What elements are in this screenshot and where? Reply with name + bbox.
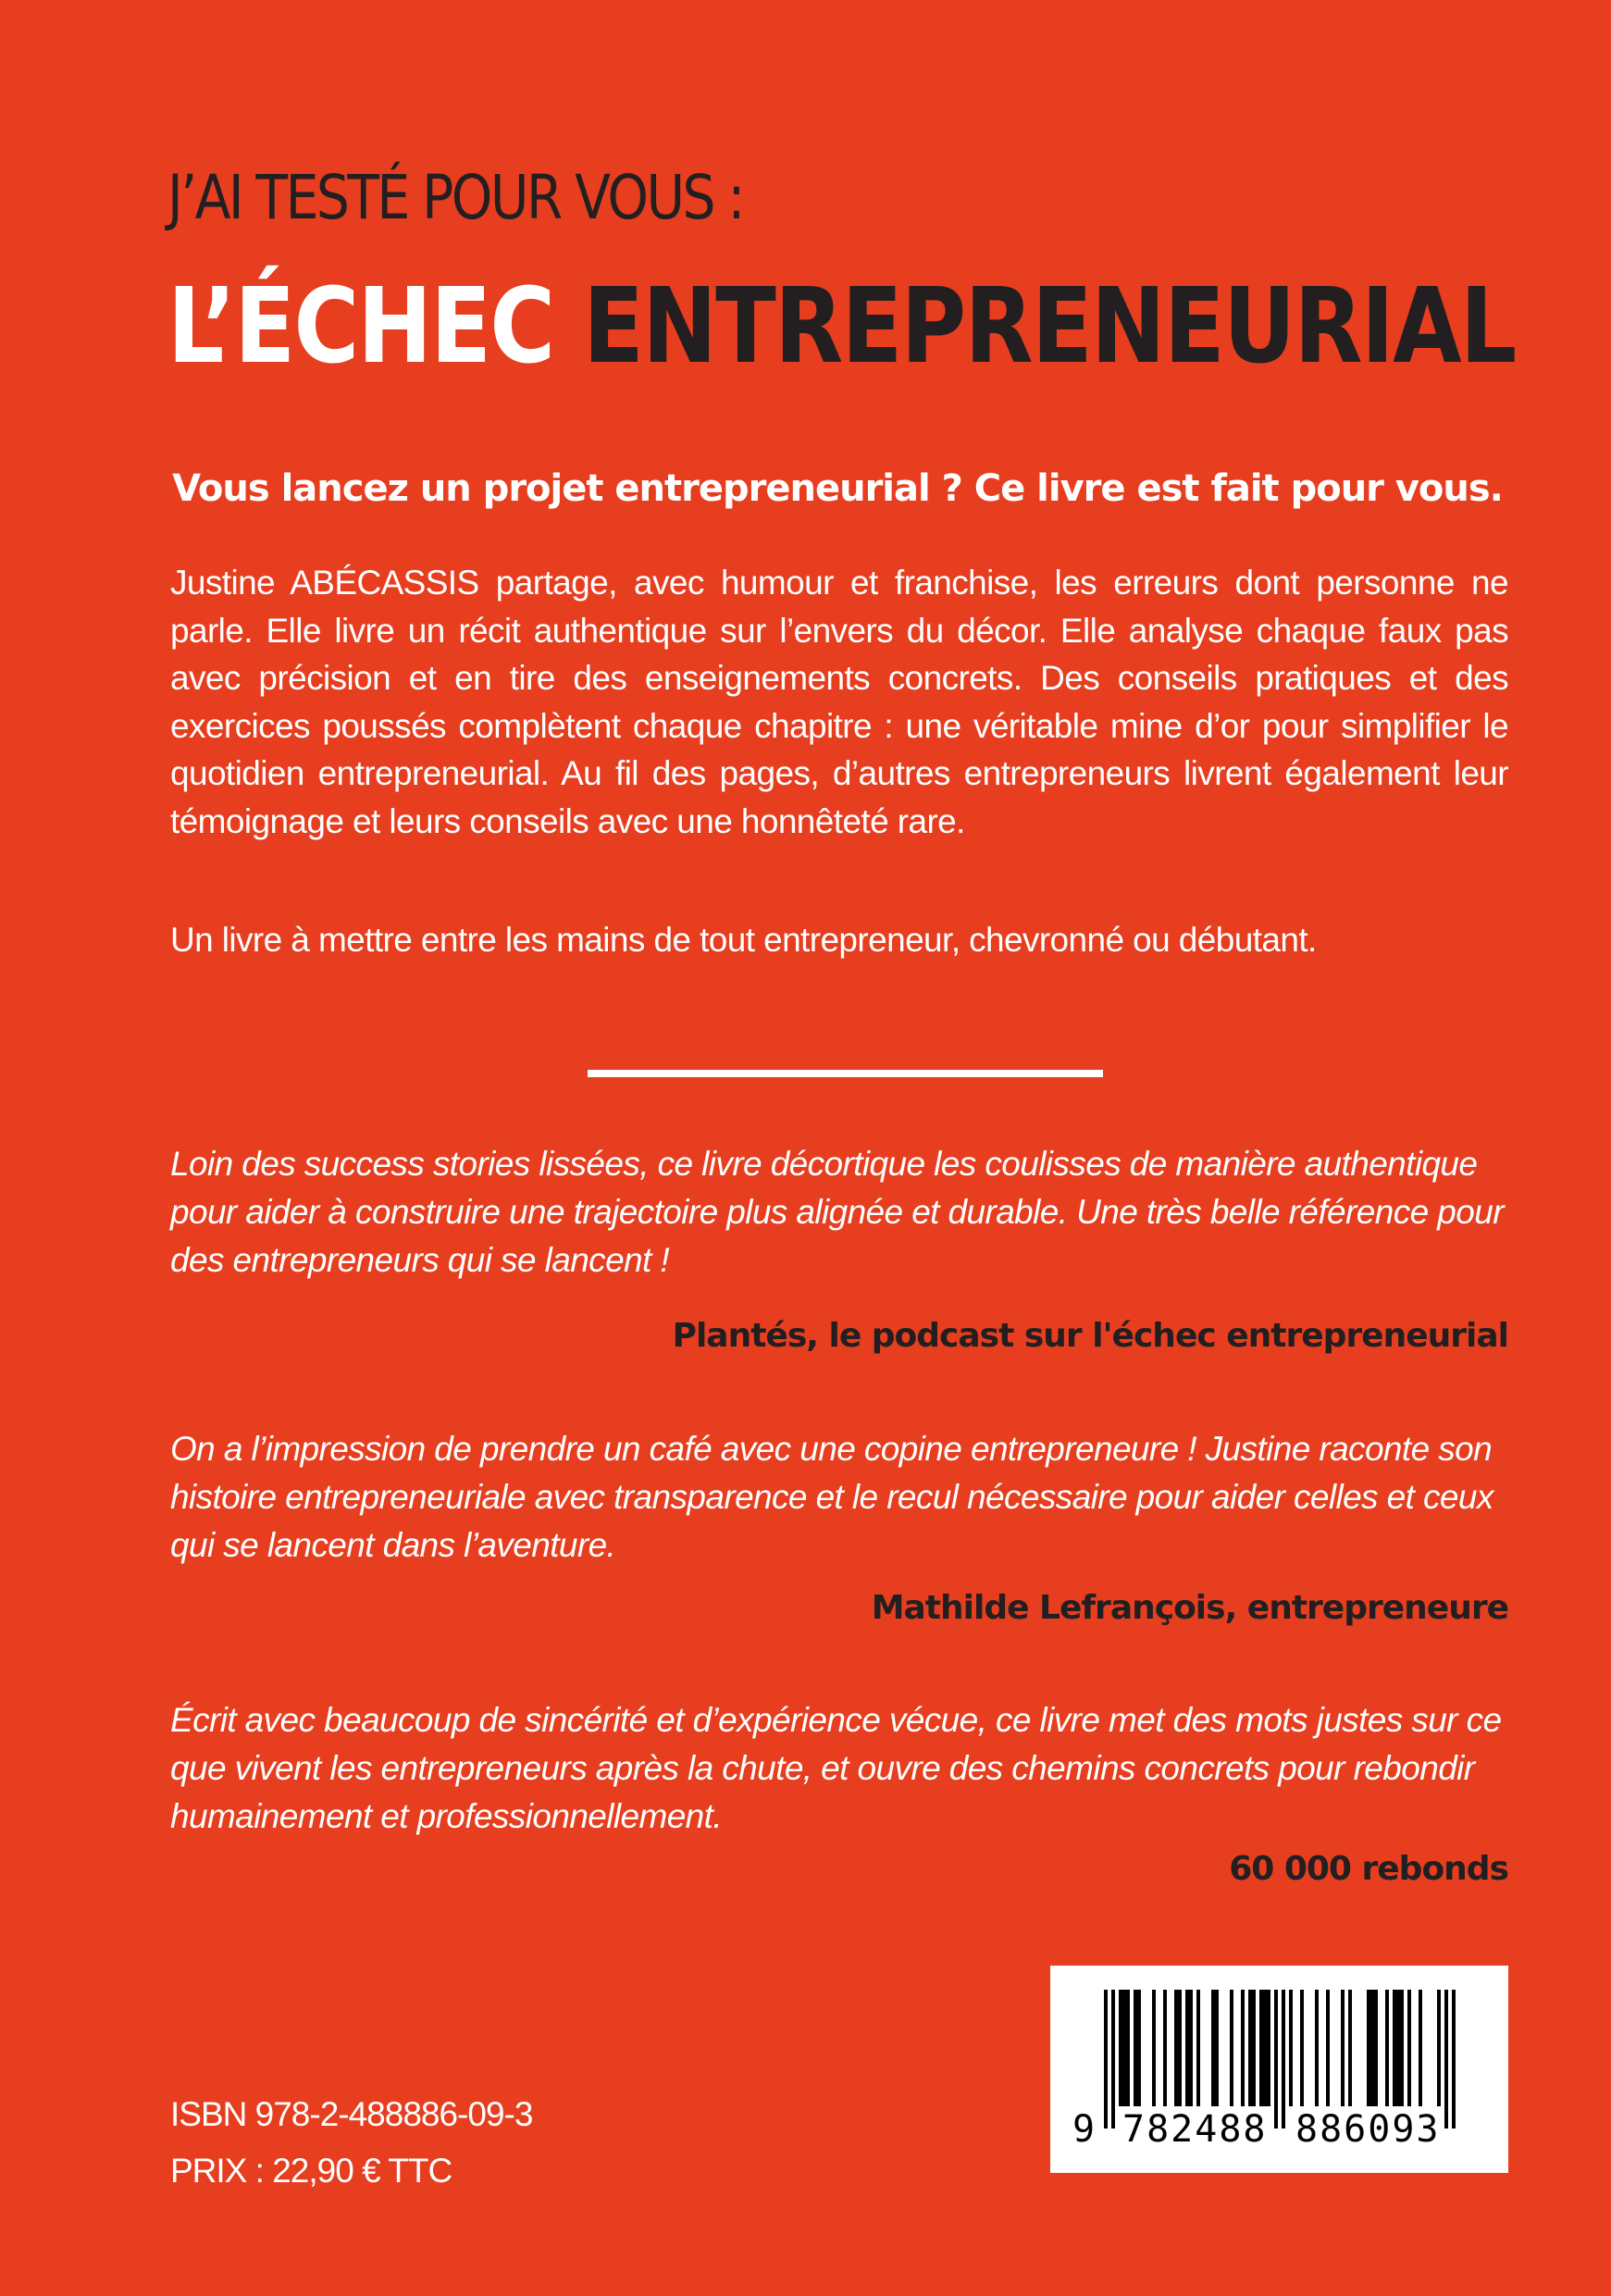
- barcode-bar: [1326, 1990, 1330, 2106]
- barcode-bar: [1126, 1990, 1130, 2106]
- publication-info: [170, 2086, 532, 2199]
- title-line-1: J’AI TESTÉ POUR VOUS :: [167, 162, 743, 233]
- barcode-bar: [1300, 1990, 1304, 2106]
- barcode-bar: [1396, 1990, 1400, 2106]
- barcode-bar: [1178, 1990, 1182, 2106]
- barcode-bar: [1407, 1990, 1411, 2106]
- barcode-bar: [1400, 1990, 1404, 2106]
- description-paragraph: Justine ABÉCASSIS partage, avec humour et franchise, les erreurs dont personne ne parle. Elle livre un récit authentique sur l’envers du décor. Elle analyse chaque faux pas avec précision et en tire des enseignements concrets. Des conseils pratiques et des exercices poussés complètent chaque chapitre : une véritable mine d’or pour simplifier le quotidien entrepreneurial. Au fil des pages, d’autres entrepreneurs livrent également leur témoignage et leurs conseils avec une honnêteté rare.: [170, 564, 1508, 840]
- barcode-bar: [1163, 1990, 1167, 2106]
- testimonial-quote: Loin des success stories lissées, ce livre décortique les coulisses de manière authentique pour aider à construire une trajectoire plus alignée et durable. Une très belle référence pour des entrepreneurs qui se lancent !: [170, 1145, 1504, 1279]
- barcode-digits: [1050, 2106, 1508, 2153]
- title-word-entrepreneurial: ENTREPRENEURIAL: [583, 267, 1516, 387]
- barcode-bar: [1267, 1990, 1270, 2106]
- barcode-bar: [1230, 1990, 1233, 2106]
- barcode-left-group: 782488: [1122, 2108, 1268, 2151]
- testimonial-author: 60 000 rebonds: [1229, 1850, 1508, 1888]
- price-text: PRIX : 22,90 € TTC: [170, 2152, 452, 2190]
- barcode-bar: [1134, 1990, 1137, 2106]
- barcode: [1050, 1966, 1508, 2173]
- barcode-bar: [1374, 1990, 1378, 2106]
- barcode-bar: [1122, 1990, 1126, 2106]
- title-line-2: [167, 262, 1516, 391]
- barcode-bar: [1341, 1990, 1345, 2106]
- testimonial-quote: Écrit avec beaucoup de sincérité et d’expérience vécue, ce livre met des mots justes sur ce que vivent les entrepreneurs après la chute, et ouvre des chemins concrets pour rebondir humainement et professionnellement.: [170, 1701, 1502, 1835]
- barcode-bar: [1189, 1990, 1193, 2106]
- testimonial-author: Mathilde Lefrançois, entrepreneure: [871, 1589, 1508, 1627]
- barcode-bar: [1152, 1990, 1156, 2106]
- barcode-bar: [1419, 1990, 1422, 2106]
- barcode-bar: [1196, 1990, 1200, 2106]
- barcode-bar: [1289, 1990, 1293, 2106]
- barcode-bar: [1393, 1990, 1396, 2106]
- testimonial-author: Plantés, le podcast sur l'échec entrepreneurial: [672, 1317, 1508, 1355]
- barcode-bar: [1437, 1990, 1441, 2106]
- barcode-bar: [1259, 1990, 1263, 2106]
- barcode-bar: [1119, 1990, 1122, 2106]
- barcode-bar: [1252, 1990, 1256, 2106]
- barcode-bar: [1370, 1990, 1374, 2106]
- title-word-echec: L’ÉCHEC: [167, 267, 554, 387]
- barcode-bar: [1174, 1990, 1178, 2106]
- section-divider: [588, 1070, 1103, 1077]
- isbn-text: ISBN 978-2-488886-09-3: [170, 2095, 533, 2133]
- recommendation-paragraph: Un livre à mettre entre les mains de tout entrepreneur, chevronné ou débutant.: [170, 921, 1317, 959]
- barcode-bar: [1367, 1990, 1370, 2106]
- barcode-bar: [1263, 1990, 1267, 2106]
- barcode-bar: [1315, 1990, 1319, 2106]
- barcode-bar: [1185, 1990, 1189, 2106]
- barcode-bar: [1348, 1990, 1352, 2106]
- tagline: Vous lancez un projet entrepreneurial ? Ce livre est fait pour vous.: [172, 467, 1503, 510]
- barcode-bar: [1137, 1990, 1141, 2106]
- barcode-bar: [1215, 1990, 1219, 2106]
- barcode-bar: [1248, 1990, 1252, 2106]
- testimonial-quote: On a l’impression de prendre un café avec une copine entrepreneure ! Justine raconte son histoire entrepreneuriale avec transparence et le recul nécessaire pour aider celles et ceux qui se lancent dans l’aventure.: [170, 1430, 1493, 1564]
- barcode-bar: [1385, 1990, 1389, 2106]
- barcode-bar: [1211, 1990, 1215, 2106]
- barcode-right-group: 886093: [1295, 2108, 1441, 2151]
- barcode-bar: [1241, 1990, 1245, 2106]
- barcode-first-digit: 9: [1072, 2108, 1096, 2151]
